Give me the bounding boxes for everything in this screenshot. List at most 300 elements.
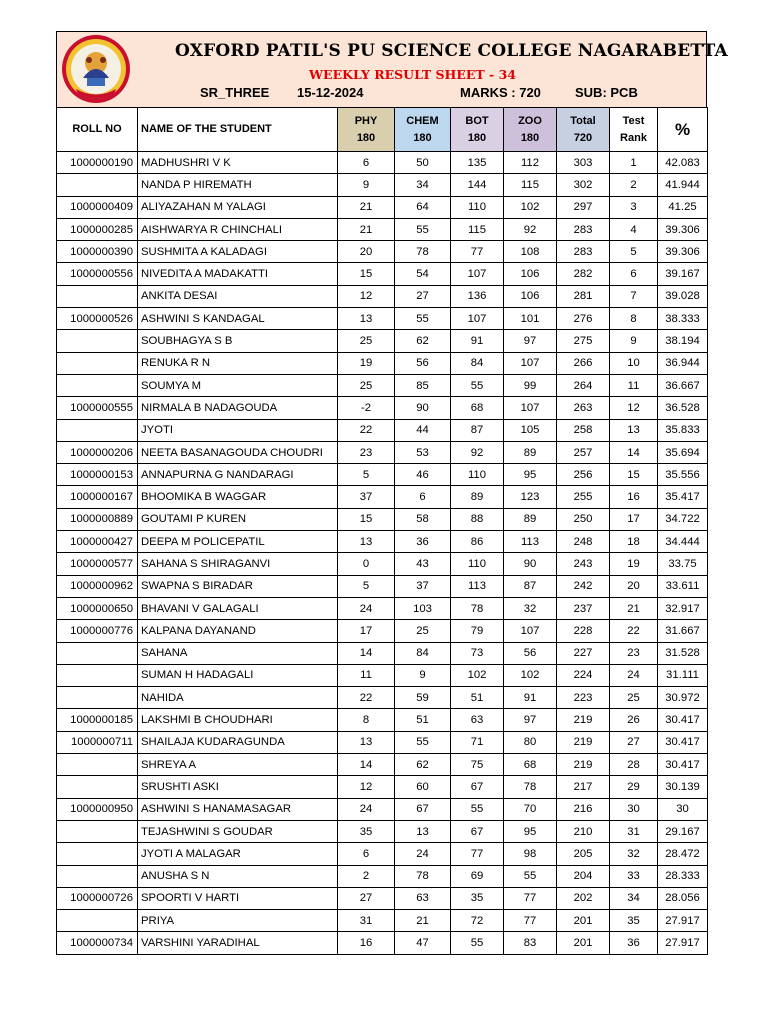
rank-cell: 6 [610,263,658,285]
chem-score-cell: 37 [395,575,451,597]
percent-cell: 35.833 [658,419,708,441]
chem-score-cell: 85 [395,374,451,396]
total-score-cell: 303 [557,152,610,174]
total-score-cell: 250 [557,508,610,530]
roll-no-cell: 1000000577 [57,553,138,575]
percent-cell: 28.333 [658,865,708,887]
phy-score-cell: 12 [338,776,395,798]
rank-cell: 25 [610,687,658,709]
percent-cell: 39.306 [658,218,708,240]
phy-score-cell: 23 [338,441,395,463]
student-name-cell: SAHANA [138,642,338,664]
percent-cell: 34.444 [658,531,708,553]
student-name-cell: SUSHMITA A KALADAGI [138,241,338,263]
chem-score-cell: 36 [395,531,451,553]
bot-score-cell: 75 [451,754,504,776]
percent-cell: 41.944 [658,174,708,196]
student-name-cell: ANNAPURNA G NANDARAGI [138,464,338,486]
student-name-cell: SUMAN H HADAGALI [138,664,338,686]
total-score-cell: 217 [557,776,610,798]
table-row [57,620,708,642]
chem-score-cell: 62 [395,330,451,352]
student-name-cell: GOUTAMI P KUREN [138,508,338,530]
roll-no-cell [57,910,138,932]
roll-no-cell: 1000000409 [57,196,138,218]
student-name-cell: SAHANA S SHIRAGANVI [138,553,338,575]
chem-score-cell: 55 [395,218,451,240]
bot-score-cell: 69 [451,865,504,887]
total-score-cell: 283 [557,241,610,263]
phy-score-cell: 24 [338,798,395,820]
subject-label: SUB: PCB [575,85,638,100]
roll-no-cell: 1000000776 [57,620,138,642]
chem-score-cell: 60 [395,776,451,798]
col-percent: % [658,108,708,152]
bot-score-cell: 55 [451,798,504,820]
bot-score-cell: 144 [451,174,504,196]
percent-cell: 33.611 [658,575,708,597]
zoo-score-cell: 115 [504,174,557,196]
roll-no-cell: 1000000555 [57,397,138,419]
rank-cell: 27 [610,731,658,753]
date-label: 15-12-2024 [297,85,364,100]
phy-score-cell: 35 [338,820,395,842]
rank-cell: 14 [610,441,658,463]
zoo-score-cell: 80 [504,731,557,753]
phy-score-cell: 27 [338,887,395,909]
rank-cell: 18 [610,531,658,553]
table-row [57,486,708,508]
student-name-cell: NIRMALA B NADAGOUDA [138,397,338,419]
table-row [57,464,708,486]
zoo-score-cell: 99 [504,374,557,396]
col-zoo: ZOO 180 [504,108,557,152]
student-name-cell: SOUMYA M [138,374,338,396]
phy-score-cell: 11 [338,664,395,686]
rank-cell: 19 [610,553,658,575]
student-name-cell: SWAPNA S BIRADAR [138,575,338,597]
col-phy: PHY 180 [338,108,395,152]
phy-score-cell: 22 [338,419,395,441]
zoo-score-cell: 83 [504,932,557,954]
result-table [56,107,708,955]
total-score-cell: 202 [557,887,610,909]
bot-score-cell: 71 [451,731,504,753]
table-row [57,218,708,240]
phy-score-cell: 19 [338,352,395,374]
bot-score-cell: 136 [451,285,504,307]
student-name-cell: SHREYA A [138,754,338,776]
bot-score-cell: 92 [451,441,504,463]
bot-score-cell: 67 [451,776,504,798]
student-name-cell: ALIYAZAHAN M YALAGI [138,196,338,218]
total-score-cell: 216 [557,798,610,820]
student-name-cell: VARSHINI YARADIHAL [138,932,338,954]
percent-cell: 28.056 [658,887,708,909]
phy-score-cell: 14 [338,754,395,776]
roll-no-cell [57,865,138,887]
sheet-header [56,31,728,107]
table-header-row [57,108,708,152]
roll-no-cell: 1000000711 [57,731,138,753]
bot-score-cell: 91 [451,330,504,352]
roll-no-cell: 1000000650 [57,597,138,619]
zoo-score-cell: 97 [504,330,557,352]
zoo-score-cell: 70 [504,798,557,820]
student-name-cell: NEETA BASANAGOUDA CHOUDRI [138,441,338,463]
total-score-cell: 237 [557,597,610,619]
roll-no-cell [57,776,138,798]
zoo-score-cell: 68 [504,754,557,776]
table-row [57,553,708,575]
roll-no-cell: 1000000185 [57,709,138,731]
table-row [57,754,708,776]
roll-no-cell: 1000000153 [57,464,138,486]
rank-cell: 29 [610,776,658,798]
zoo-score-cell: 90 [504,553,557,575]
table-row [57,575,708,597]
zoo-score-cell: 78 [504,776,557,798]
phy-score-cell: 8 [338,709,395,731]
table-row [57,597,708,619]
phy-score-cell: 15 [338,263,395,285]
rank-cell: 3 [610,196,658,218]
zoo-score-cell: 87 [504,575,557,597]
table-row [57,441,708,463]
roll-no-cell: 1000000285 [57,218,138,240]
total-score-cell: 282 [557,263,610,285]
chem-score-cell: 53 [395,441,451,463]
total-score-cell: 297 [557,196,610,218]
college-name: OXFORD PATIL'S PU SCIENCE COLLEGE NAGARABETTA [175,41,728,61]
zoo-score-cell: 123 [504,486,557,508]
percent-cell: 33.75 [658,553,708,575]
bot-score-cell: 78 [451,597,504,619]
percent-cell: 30.417 [658,754,708,776]
total-score-cell: 204 [557,865,610,887]
rank-cell: 32 [610,843,658,865]
student-name-cell: BHAVANI V GALAGALI [138,597,338,619]
percent-cell: 36.944 [658,352,708,374]
chem-score-cell: 56 [395,352,451,374]
table-row [57,798,708,820]
chem-score-cell: 58 [395,508,451,530]
student-name-cell: NANDA P HIREMATH [138,174,338,196]
rank-cell: 13 [610,419,658,441]
zoo-score-cell: 77 [504,887,557,909]
college-logo-icon [61,34,131,104]
class-label: SR_THREE [200,85,270,100]
table-row [57,531,708,553]
bot-score-cell: 55 [451,374,504,396]
percent-cell: 30.417 [658,709,708,731]
bot-score-cell: 113 [451,575,504,597]
chem-score-cell: 6 [395,486,451,508]
roll-no-cell [57,820,138,842]
bot-score-cell: 110 [451,553,504,575]
chem-score-cell: 44 [395,419,451,441]
phy-score-cell: 14 [338,642,395,664]
student-name-cell: ANUSHA S N [138,865,338,887]
roll-no-cell: 1000000190 [57,152,138,174]
bot-score-cell: 89 [451,486,504,508]
roll-no-cell [57,285,138,307]
phy-score-cell: 5 [338,464,395,486]
phy-score-cell: 15 [338,508,395,530]
bot-score-cell: 63 [451,709,504,731]
chem-score-cell: 62 [395,754,451,776]
chem-score-cell: 59 [395,687,451,709]
chem-score-cell: 55 [395,731,451,753]
table-row [57,687,708,709]
phy-score-cell: 20 [338,241,395,263]
bot-score-cell: 88 [451,508,504,530]
phy-score-cell: 25 [338,330,395,352]
student-name-cell: KALPANA DAYANAND [138,620,338,642]
zoo-score-cell: 106 [504,263,557,285]
rank-cell: 7 [610,285,658,307]
total-score-cell: 243 [557,553,610,575]
percent-cell: 36.667 [658,374,708,396]
chem-score-cell: 51 [395,709,451,731]
table-row [57,642,708,664]
rank-cell: 1 [610,152,658,174]
zoo-score-cell: 107 [504,620,557,642]
zoo-score-cell: 89 [504,441,557,463]
bot-score-cell: 72 [451,910,504,932]
phy-score-cell: 17 [338,620,395,642]
total-score-cell: 283 [557,218,610,240]
student-name-cell: MADHUSHRI V K [138,152,338,174]
roll-no-cell: 1000000726 [57,887,138,909]
chem-score-cell: 34 [395,174,451,196]
table-row [57,664,708,686]
chem-score-cell: 13 [395,820,451,842]
rank-cell: 36 [610,932,658,954]
rank-cell: 33 [610,865,658,887]
table-row [57,196,708,218]
table-row [57,731,708,753]
student-name-cell: JYOTI A MALAGAR [138,843,338,865]
roll-no-cell: 1000000427 [57,531,138,553]
roll-no-cell: 1000000962 [57,575,138,597]
zoo-score-cell: 107 [504,352,557,374]
chem-score-cell: 63 [395,887,451,909]
table-row [57,330,708,352]
table-row [57,932,708,954]
roll-no-cell [57,687,138,709]
table-row [57,285,708,307]
percent-cell: 30.417 [658,731,708,753]
zoo-score-cell: 32 [504,597,557,619]
total-score-cell: 281 [557,285,610,307]
sheet-title: WEEKLY RESULT SHEET - 34 [309,67,516,82]
table-row [57,865,708,887]
zoo-score-cell: 56 [504,642,557,664]
phy-score-cell: 21 [338,218,395,240]
bot-score-cell: 86 [451,531,504,553]
rank-cell: 23 [610,642,658,664]
zoo-score-cell: 89 [504,508,557,530]
rank-cell: 10 [610,352,658,374]
percent-cell: 32.917 [658,597,708,619]
percent-cell: 29.167 [658,820,708,842]
bot-score-cell: 79 [451,620,504,642]
phy-score-cell: 37 [338,486,395,508]
percent-cell: 39.028 [658,285,708,307]
col-bot: BOT 180 [451,108,504,152]
phy-score-cell: 9 [338,174,395,196]
student-name-cell: SOUBHAGYA S B [138,330,338,352]
percent-cell: 27.917 [658,910,708,932]
percent-cell: 27.917 [658,932,708,954]
total-score-cell: 258 [557,419,610,441]
total-score-cell: 201 [557,910,610,932]
zoo-score-cell: 91 [504,687,557,709]
chem-score-cell: 43 [395,553,451,575]
rank-cell: 9 [610,330,658,352]
percent-cell: 28.472 [658,843,708,865]
total-score-cell: 227 [557,642,610,664]
percent-cell: 31.528 [658,642,708,664]
total-score-cell: 242 [557,575,610,597]
student-name-cell: DEEPA M POLICEPATIL [138,531,338,553]
col-chem: CHEM 180 [395,108,451,152]
rank-cell: 20 [610,575,658,597]
phy-score-cell: 22 [338,687,395,709]
total-score-cell: 219 [557,754,610,776]
student-name-cell: JYOTI [138,419,338,441]
zoo-score-cell: 112 [504,152,557,174]
bot-score-cell: 35 [451,887,504,909]
phy-score-cell: 31 [338,910,395,932]
student-name-cell: SHAILAJA KUDARAGUNDA [138,731,338,753]
col-test-rank: Test Rank [610,108,658,152]
total-score-cell: 248 [557,531,610,553]
total-score-cell: 223 [557,687,610,709]
chem-score-cell: 50 [395,152,451,174]
student-name-cell: LAKSHMI B CHOUDHARI [138,709,338,731]
table-row [57,776,708,798]
rank-cell: 21 [610,597,658,619]
chem-score-cell: 90 [395,397,451,419]
phy-score-cell: 2 [338,865,395,887]
roll-no-cell [57,374,138,396]
total-score-cell: 276 [557,308,610,330]
phy-score-cell: 12 [338,285,395,307]
total-score-cell: 205 [557,843,610,865]
phy-score-cell: 6 [338,843,395,865]
bot-score-cell: 107 [451,308,504,330]
student-name-cell: ANKITA DESAI [138,285,338,307]
student-name-cell: ASHWINI S HANAMASAGAR [138,798,338,820]
rank-cell: 35 [610,910,658,932]
phy-score-cell: 16 [338,932,395,954]
col-total: Total 720 [557,108,610,152]
bot-score-cell: 68 [451,397,504,419]
result-sheet [56,31,728,955]
table-row [57,308,708,330]
chem-score-cell: 21 [395,910,451,932]
table-row [57,508,708,530]
total-score-cell: 257 [557,441,610,463]
table-row [57,820,708,842]
phy-score-cell: 6 [338,152,395,174]
phy-score-cell: 13 [338,531,395,553]
rank-cell: 8 [610,308,658,330]
chem-score-cell: 55 [395,308,451,330]
rank-cell: 16 [610,486,658,508]
bot-score-cell: 87 [451,419,504,441]
percent-cell: 34.722 [658,508,708,530]
student-name-cell: RENUKA R N [138,352,338,374]
table-row [57,910,708,932]
phy-score-cell: 24 [338,597,395,619]
zoo-score-cell: 95 [504,464,557,486]
roll-no-cell [57,174,138,196]
bot-score-cell: 55 [451,932,504,954]
chem-score-cell: 78 [395,241,451,263]
bot-score-cell: 107 [451,263,504,285]
total-score-cell: 256 [557,464,610,486]
chem-score-cell: 54 [395,263,451,285]
percent-cell: 36.528 [658,397,708,419]
zoo-score-cell: 92 [504,218,557,240]
chem-score-cell: 78 [395,865,451,887]
roll-no-cell [57,419,138,441]
student-name-cell: TEJASHWINI S GOUDAR [138,820,338,842]
rank-cell: 2 [610,174,658,196]
rank-cell: 15 [610,464,658,486]
total-score-cell: 219 [557,731,610,753]
roll-no-cell [57,754,138,776]
phy-score-cell: 21 [338,196,395,218]
chem-score-cell: 27 [395,285,451,307]
zoo-score-cell: 105 [504,419,557,441]
total-score-cell: 263 [557,397,610,419]
table-row [57,152,708,174]
bot-score-cell: 102 [451,664,504,686]
bot-score-cell: 77 [451,843,504,865]
table-row [57,709,708,731]
student-name-cell: SPOORTI V HARTI [138,887,338,909]
total-score-cell: 302 [557,174,610,196]
col-student-name: NAME OF THE STUDENT [138,108,338,152]
student-name-cell: PRIYA [138,910,338,932]
roll-no-cell [57,642,138,664]
percent-cell: 38.194 [658,330,708,352]
table-row [57,843,708,865]
table-row [57,374,708,396]
percent-cell: 30.972 [658,687,708,709]
student-name-cell: AISHWARYA R CHINCHALI [138,218,338,240]
chem-score-cell: 84 [395,642,451,664]
percent-cell: 39.306 [658,241,708,263]
percent-cell: 31.111 [658,664,708,686]
roll-no-cell [57,352,138,374]
chem-score-cell: 9 [395,664,451,686]
marks-label: MARKS : 720 [460,85,541,100]
roll-no-cell: 1000000556 [57,263,138,285]
total-score-cell: 201 [557,932,610,954]
percent-cell: 41.25 [658,196,708,218]
bot-score-cell: 73 [451,642,504,664]
rank-cell: 11 [610,374,658,396]
chem-score-cell: 67 [395,798,451,820]
rank-cell: 28 [610,754,658,776]
zoo-score-cell: 97 [504,709,557,731]
bot-score-cell: 51 [451,687,504,709]
